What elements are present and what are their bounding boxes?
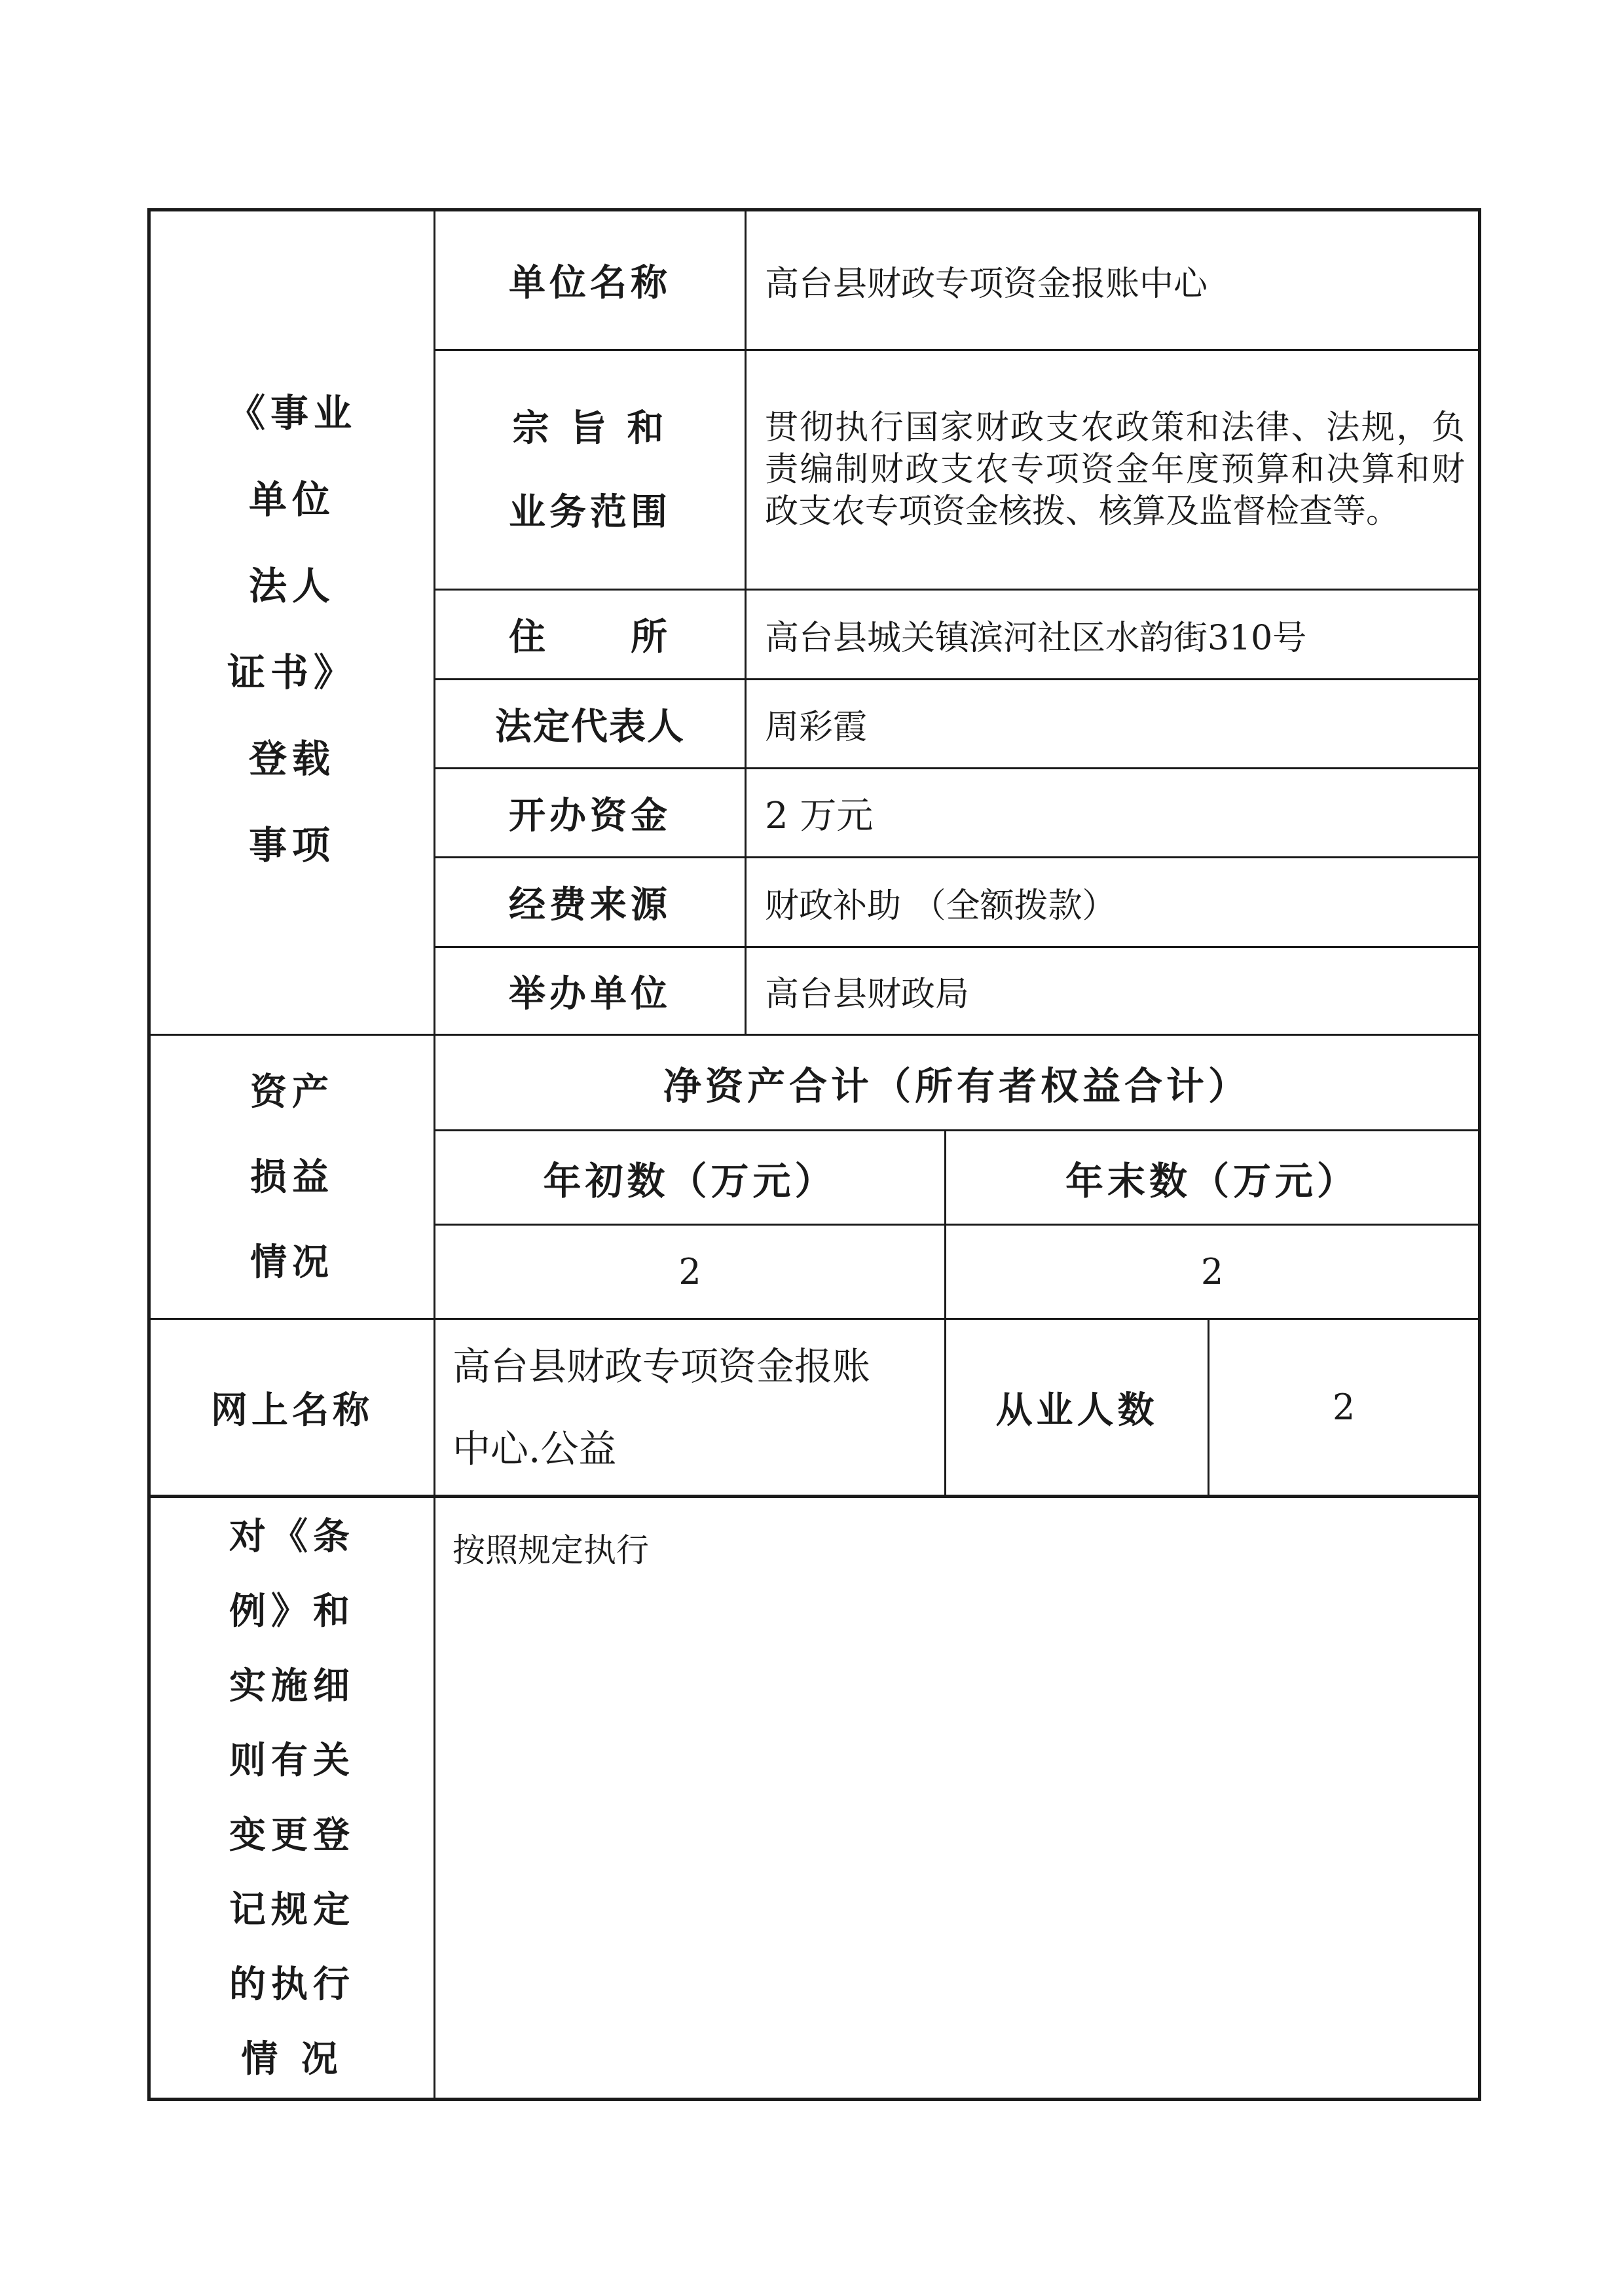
compliance-title-line: 实施细 (229, 1664, 355, 1707)
capital-label: 开办资金 (435, 769, 747, 858)
online-name-label: 网上名称 (147, 1320, 435, 1498)
online-name-line: 中心.公益 (452, 1426, 617, 1471)
compliance-title-line: 变更登 (229, 1813, 355, 1857)
online-name-line: 高台县财政专项资金报账 (452, 1343, 871, 1389)
online-name-value (435, 1320, 946, 1498)
begin-year-value: 2 (435, 1226, 946, 1320)
unit-name-value: 高台县财政专项资金报账中心 (747, 208, 1481, 351)
compliance-title-line: 情 况 (241, 2037, 343, 2081)
begin-year-label: 年初数（万元） (435, 1131, 946, 1226)
legal-rep-label: 法定代表人 (435, 680, 747, 769)
registration-title-line: 法人 (248, 564, 335, 608)
purpose-label-line: 业务范围 (509, 490, 671, 534)
address-value: 高台县城关镇滨河社区水韵街310号 (747, 591, 1481, 680)
compliance-title-line: 则有关 (229, 1739, 355, 1782)
compliance-text: 按照规定执行 (452, 1531, 649, 1569)
end-year-label: 年末数（万元） (946, 1131, 1481, 1226)
legal-rep-value: 周彩霞 (747, 680, 1481, 769)
assets-section-title (147, 1036, 435, 1320)
purpose-label (435, 351, 747, 591)
registration-title-line: 单位 (248, 477, 335, 522)
end-year-value: 2 (946, 1226, 1481, 1320)
compliance-title-line: 记规定 (229, 1888, 355, 1931)
funding-label: 经费来源 (435, 858, 747, 948)
purpose-label-line: 宗 旨 和 (512, 406, 668, 450)
sponsor-label: 举办单位 (435, 948, 747, 1036)
compliance-title-line: 例》和 (229, 1590, 355, 1633)
compliance-section-title (147, 1498, 435, 2101)
capital-value: 2 万元 (747, 769, 1481, 858)
sponsor-value: 高台县财政局 (747, 948, 1481, 1036)
compliance-title-line: 对《条 (229, 1515, 355, 1558)
staff-count-value: 2 (1209, 1320, 1481, 1498)
assets-title-line: 情况 (250, 1240, 334, 1284)
registration-title-line: 事项 (248, 823, 335, 867)
purpose-value: 贯彻执行国家财政支农政策和法律、法规，负责编制财政支农专项资金年度预算和决算和财政支农专项资金核拨、核算及监督检查等。 (747, 351, 1481, 591)
assets-title-line: 资产 (250, 1070, 334, 1114)
registration-title-line: 《事业 (227, 391, 357, 435)
staff-count-label: 从业人数 (946, 1320, 1209, 1498)
address-label: 住 所 (435, 591, 747, 680)
registration-title-line: 登载 (248, 737, 335, 781)
funding-value: 财政补助 （全额拨款） (747, 858, 1481, 948)
net-assets-header: 净资产合计（所有者权益合计） (435, 1036, 1481, 1131)
assets-title-line: 损益 (250, 1155, 334, 1199)
compliance-value (435, 1498, 1481, 2101)
unit-name-label: 单位名称 (435, 208, 747, 351)
compliance-title-line: 的执行 (229, 1963, 355, 2006)
registration-section-title (147, 208, 435, 1036)
registration-title-line: 证书》 (227, 650, 357, 695)
